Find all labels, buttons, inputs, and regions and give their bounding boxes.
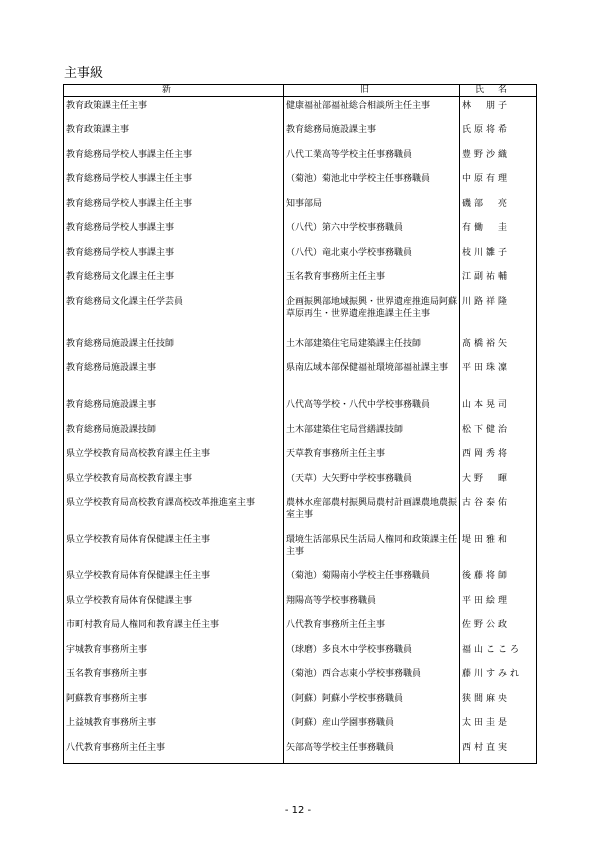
name-cell: 中原有理 <box>460 170 537 195</box>
new-position-cell: 県立学校教育局体育保健課主事 <box>64 592 284 617</box>
old-position-cell: 八代工業高等学校主任事務職員 <box>284 146 460 171</box>
new-position-cell: 阿蘇教育事務所主事 <box>64 690 284 715</box>
old-position-cell: 農林水産部農村振興局農村計画課農地農振室主事 <box>284 494 460 531</box>
name-cell: 松下健治 <box>460 421 537 446</box>
name-cell: 林 朋子 <box>460 97 537 122</box>
table-row <box>64 567 537 592</box>
old-position-cell: （阿蘇）産山学園事務職員 <box>284 714 460 739</box>
header-name: 氏名 <box>460 85 537 97</box>
old-position-cell: 八代教育事務所主任主事 <box>284 616 460 641</box>
name-cell: 西岡秀将 <box>460 445 537 470</box>
new-position-cell: 教育総務局学校人事課主任主事 <box>64 146 284 171</box>
table-row <box>64 494 537 531</box>
table-row <box>64 121 537 146</box>
new-position-cell: 教育総務局施設課主任技師 <box>64 335 284 360</box>
new-position-cell: 八代教育事務所主任主事 <box>64 739 284 764</box>
table-row <box>64 470 537 495</box>
table-row <box>64 616 537 641</box>
old-position-cell: （球磨）多良木中学校事務職員 <box>284 641 460 666</box>
table-row <box>64 445 537 470</box>
table-row <box>64 219 537 244</box>
table-row <box>64 195 537 220</box>
old-position-cell: （菊池）菊陽南小学校主任事務職員 <box>284 567 460 592</box>
table-row <box>64 531 537 567</box>
new-position-cell: 教育総務局文化課主任主事 <box>64 268 284 293</box>
old-position-cell: 県南広域本部保健福祉環境部福祉課主事 <box>284 359 460 396</box>
table-row <box>64 592 537 617</box>
old-position-cell: 翔陽高等学校事務職員 <box>284 592 460 617</box>
old-position-cell: 土木部建築住宅局営繕課技師 <box>284 421 460 446</box>
old-position-cell: （八代）第六中学校事務職員 <box>284 219 460 244</box>
table-header-row <box>64 85 537 97</box>
new-position-cell: 教育総務局学校人事課主任主事 <box>64 195 284 220</box>
table-row <box>64 641 537 666</box>
name-cell: 磯部 亮 <box>460 195 537 220</box>
name-cell: 藤川すみれ <box>460 665 537 690</box>
name-cell: 西村直実 <box>460 739 537 764</box>
new-position-cell: 玉名教育事務所主事 <box>64 665 284 690</box>
table-row <box>64 244 537 269</box>
new-position-cell: 教育総務局施設課技師 <box>64 421 284 446</box>
old-position-cell: 土木部建築住宅局建築課主任技師 <box>284 335 460 360</box>
table-row <box>64 359 537 396</box>
old-position-cell: 八代高等学校・八代中学校事務職員 <box>284 396 460 421</box>
name-cell: 平田絵理 <box>460 592 537 617</box>
new-position-cell: 教育総務局施設課主事 <box>64 359 284 396</box>
table-row <box>64 335 537 360</box>
name-cell: 後藤将師 <box>460 567 537 592</box>
name-cell: 佐野公政 <box>460 616 537 641</box>
name-cell: 江副祐輔 <box>460 268 537 293</box>
name-cell: 枝川雛子 <box>460 244 537 269</box>
table-row <box>64 714 537 739</box>
old-position-cell: 企画振興部地域振興・世界遺産推進局阿蘇草原再生・世界遺産推進課主任主事 <box>284 293 460 335</box>
old-position-cell: （八代）竜北東小学校事務職員 <box>284 244 460 269</box>
new-position-cell: 教育総務局文化課主任学芸員 <box>64 293 284 335</box>
new-position-cell: 宇城教育事務所主事 <box>64 641 284 666</box>
name-cell: 豊野沙織 <box>460 146 537 171</box>
old-position-cell: 天草教育事務所主任主事 <box>284 445 460 470</box>
old-position-cell: 矢部高等学校主任事務職員 <box>284 739 460 764</box>
old-position-cell: （菊池）西合志東小学校事務職員 <box>284 665 460 690</box>
section-title: 主事級 <box>64 66 104 81</box>
new-position-cell: 県立学校教育局体育保健課主任主事 <box>64 567 284 592</box>
old-position-cell: 健康福祉部福祉総合相談所主任主事 <box>284 97 460 122</box>
name-cell: 山本晃司 <box>460 396 537 421</box>
new-position-cell: 県立学校教育局高校教育課高校改革推進室主事 <box>64 494 284 531</box>
name-cell: 氏原将希 <box>460 121 537 146</box>
name-cell: 古谷泰佑 <box>460 494 537 531</box>
new-position-cell: 県立学校教育局高校教育課主任主事 <box>64 445 284 470</box>
new-position-cell: 教育政策課主事 <box>64 121 284 146</box>
new-position-cell: 教育総務局学校人事課主任主事 <box>64 170 284 195</box>
new-position-cell: 上益城教育事務所主事 <box>64 714 284 739</box>
name-cell: 狭間麻央 <box>460 690 537 715</box>
name-cell: 大野 暉 <box>460 470 537 495</box>
name-cell: 有働 圭 <box>460 219 537 244</box>
table-row <box>64 690 537 715</box>
old-position-cell: （菊池）菊池北中学校主任事務職員 <box>284 170 460 195</box>
personnel-table <box>63 84 537 764</box>
name-cell: 平田珠凜 <box>460 359 537 396</box>
table-row <box>64 421 537 446</box>
table-row <box>64 268 537 293</box>
header-new: 新 <box>64 85 284 97</box>
new-position-cell: 教育総務局学校人事課主事 <box>64 244 284 269</box>
new-position-cell: 県立学校教育局高校教育課主事 <box>64 470 284 495</box>
table-row <box>64 170 537 195</box>
table-row <box>64 665 537 690</box>
old-position-cell: （天草）大矢野中学校事務職員 <box>284 470 460 495</box>
name-cell: 堤田雅和 <box>460 531 537 567</box>
new-position-cell: 市町村教育局人権同和教育課主任主事 <box>64 616 284 641</box>
old-position-cell: 教育総務局施設課主事 <box>284 121 460 146</box>
table-row <box>64 739 537 764</box>
page-number: - 12 - <box>284 805 312 816</box>
old-position-cell: 知事部局 <box>284 195 460 220</box>
table-row <box>64 146 537 171</box>
old-position-cell: （阿蘇）阿蘇小学校事務職員 <box>284 690 460 715</box>
old-position-cell: 玉名教育事務所主任主事 <box>284 268 460 293</box>
header-old: 旧 <box>284 85 460 97</box>
table-row <box>64 396 537 421</box>
old-position-cell: 環境生活部県民生活局人権同和政策課主任主事 <box>284 531 460 567</box>
name-cell: 太田圭是 <box>460 714 537 739</box>
name-cell: 髙橋裕矢 <box>460 335 537 360</box>
table-row <box>64 293 537 335</box>
new-position-cell: 県立学校教育局体育保健課主任主事 <box>64 531 284 567</box>
new-position-cell: 教育政策課主任主事 <box>64 97 284 122</box>
new-position-cell: 教育総務局学校人事課主事 <box>64 219 284 244</box>
name-cell: 川路祥隆 <box>460 293 537 335</box>
new-position-cell: 教育総務局施設課主事 <box>64 396 284 421</box>
table-row <box>64 97 537 122</box>
name-cell: 福山こころ <box>460 641 537 666</box>
